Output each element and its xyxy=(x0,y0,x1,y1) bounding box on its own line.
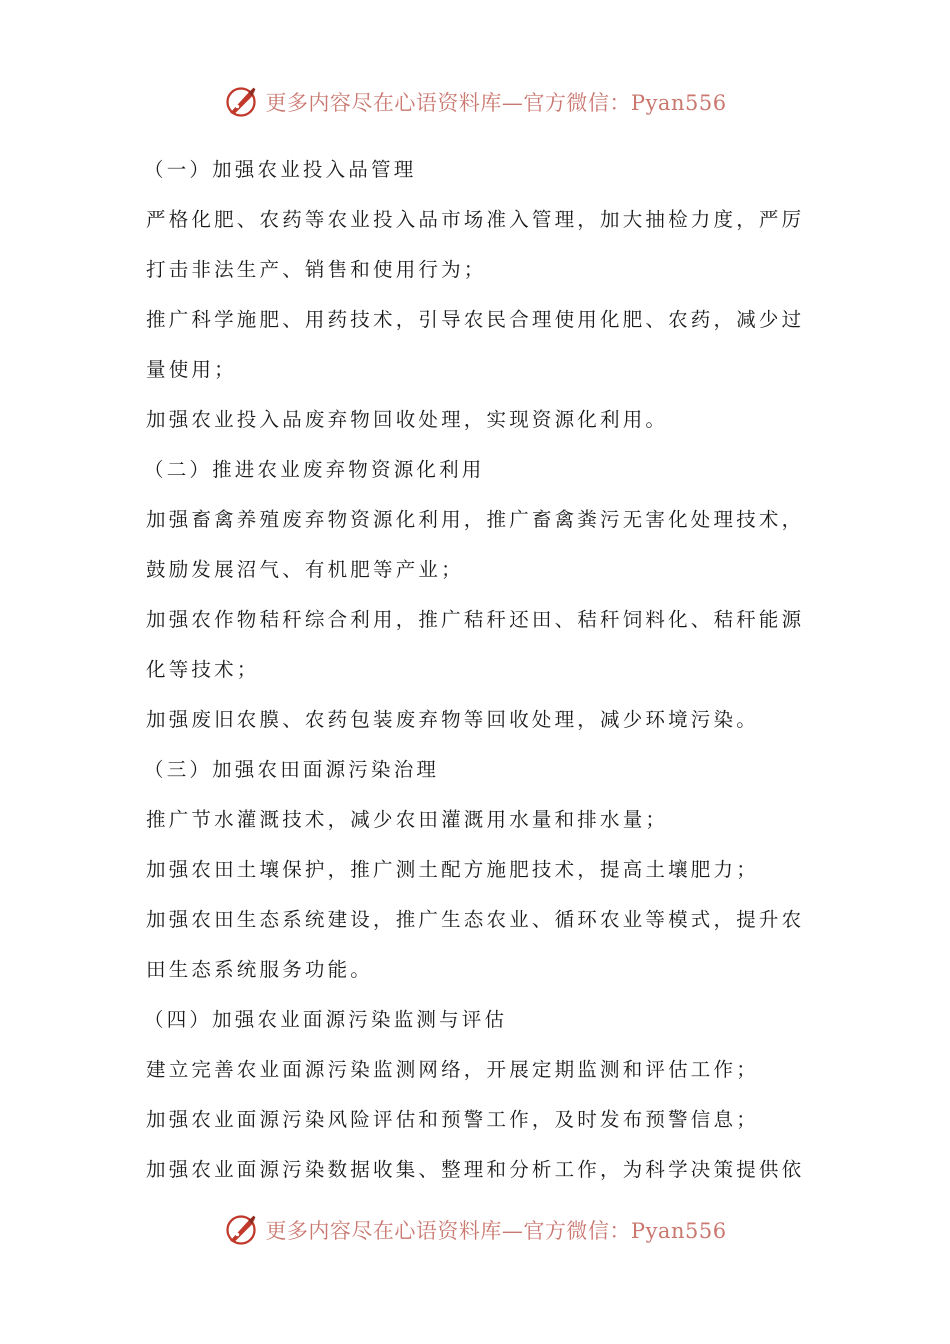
paragraph-line: 加强农业面源污染数据收集、整理和分析工作，为科学决策提供依 xyxy=(146,1158,805,1181)
section-heading-2: （二）推进农业废弃物资源化利用 xyxy=(144,458,485,481)
section-heading-3: （三）加强农田面源污染治理 xyxy=(144,758,440,781)
paragraph-line: 打击非法生产、销售和使用行为； xyxy=(146,258,487,281)
paragraph-line: 加强农田生态系统建设，推广生态农业、循环农业等模式，提升农 xyxy=(146,908,805,931)
section-heading-4: （四）加强农业面源污染监测与评估 xyxy=(144,1008,508,1031)
paragraph-line: 化等技术； xyxy=(146,658,260,681)
pen-nib-logo-icon xyxy=(223,1212,259,1248)
paragraph-line: 加强农作物秸秆综合利用，推广秸秆还田、秸秆饲料化、秸秆能源 xyxy=(146,608,805,631)
section-heading-1: （一）加强农业投入品管理 xyxy=(144,158,417,181)
paragraph-line: 加强农业投入品废弃物回收处理，实现资源化利用。 xyxy=(146,408,669,431)
paragraph-line: 建立完善农业面源污染监测网络，开展定期监测和评估工作； xyxy=(146,1058,759,1081)
paragraph-line: 推广科学施肥、用药技术，引导农民合理使用化肥、农药，减少过 xyxy=(146,308,805,331)
paragraph-line: 加强农田土壤保护，推广测土配方施肥技术，提高土壤肥力； xyxy=(146,858,759,881)
paragraph-line: 加强废旧农膜、农药包装废弃物等回收处理，减少环境污染。 xyxy=(146,708,759,731)
header-watermark xyxy=(0,80,950,124)
paragraph-line: 推广节水灌溉技术，减少农田灌溉用水量和排水量； xyxy=(146,808,669,831)
pen-nib-logo-icon xyxy=(223,84,259,120)
watermark-text: 更多内容尽在心语资料库—官方微信：Pyan556 xyxy=(265,1219,727,1243)
document-body xyxy=(146,145,806,1195)
watermark-text: 更多内容尽在心语资料库—官方微信：Pyan556 xyxy=(265,91,727,115)
paragraph-line: 田生态系统服务功能。 xyxy=(146,958,374,981)
paragraph-line: 严格化肥、农药等农业投入品市场准入管理，加大抽检力度，严厉 xyxy=(146,208,805,231)
paragraph-line: 加强畜禽养殖废弃物资源化利用，推广畜禽粪污无害化处理技术， xyxy=(146,508,805,531)
paragraph-line: 量使用； xyxy=(146,358,237,381)
paragraph-line: 鼓励发展沼气、有机肥等产业； xyxy=(146,558,464,581)
paragraph-line: 加强农业面源污染风险评估和预警工作，及时发布预警信息； xyxy=(146,1108,759,1131)
footer-watermark xyxy=(0,1208,950,1252)
